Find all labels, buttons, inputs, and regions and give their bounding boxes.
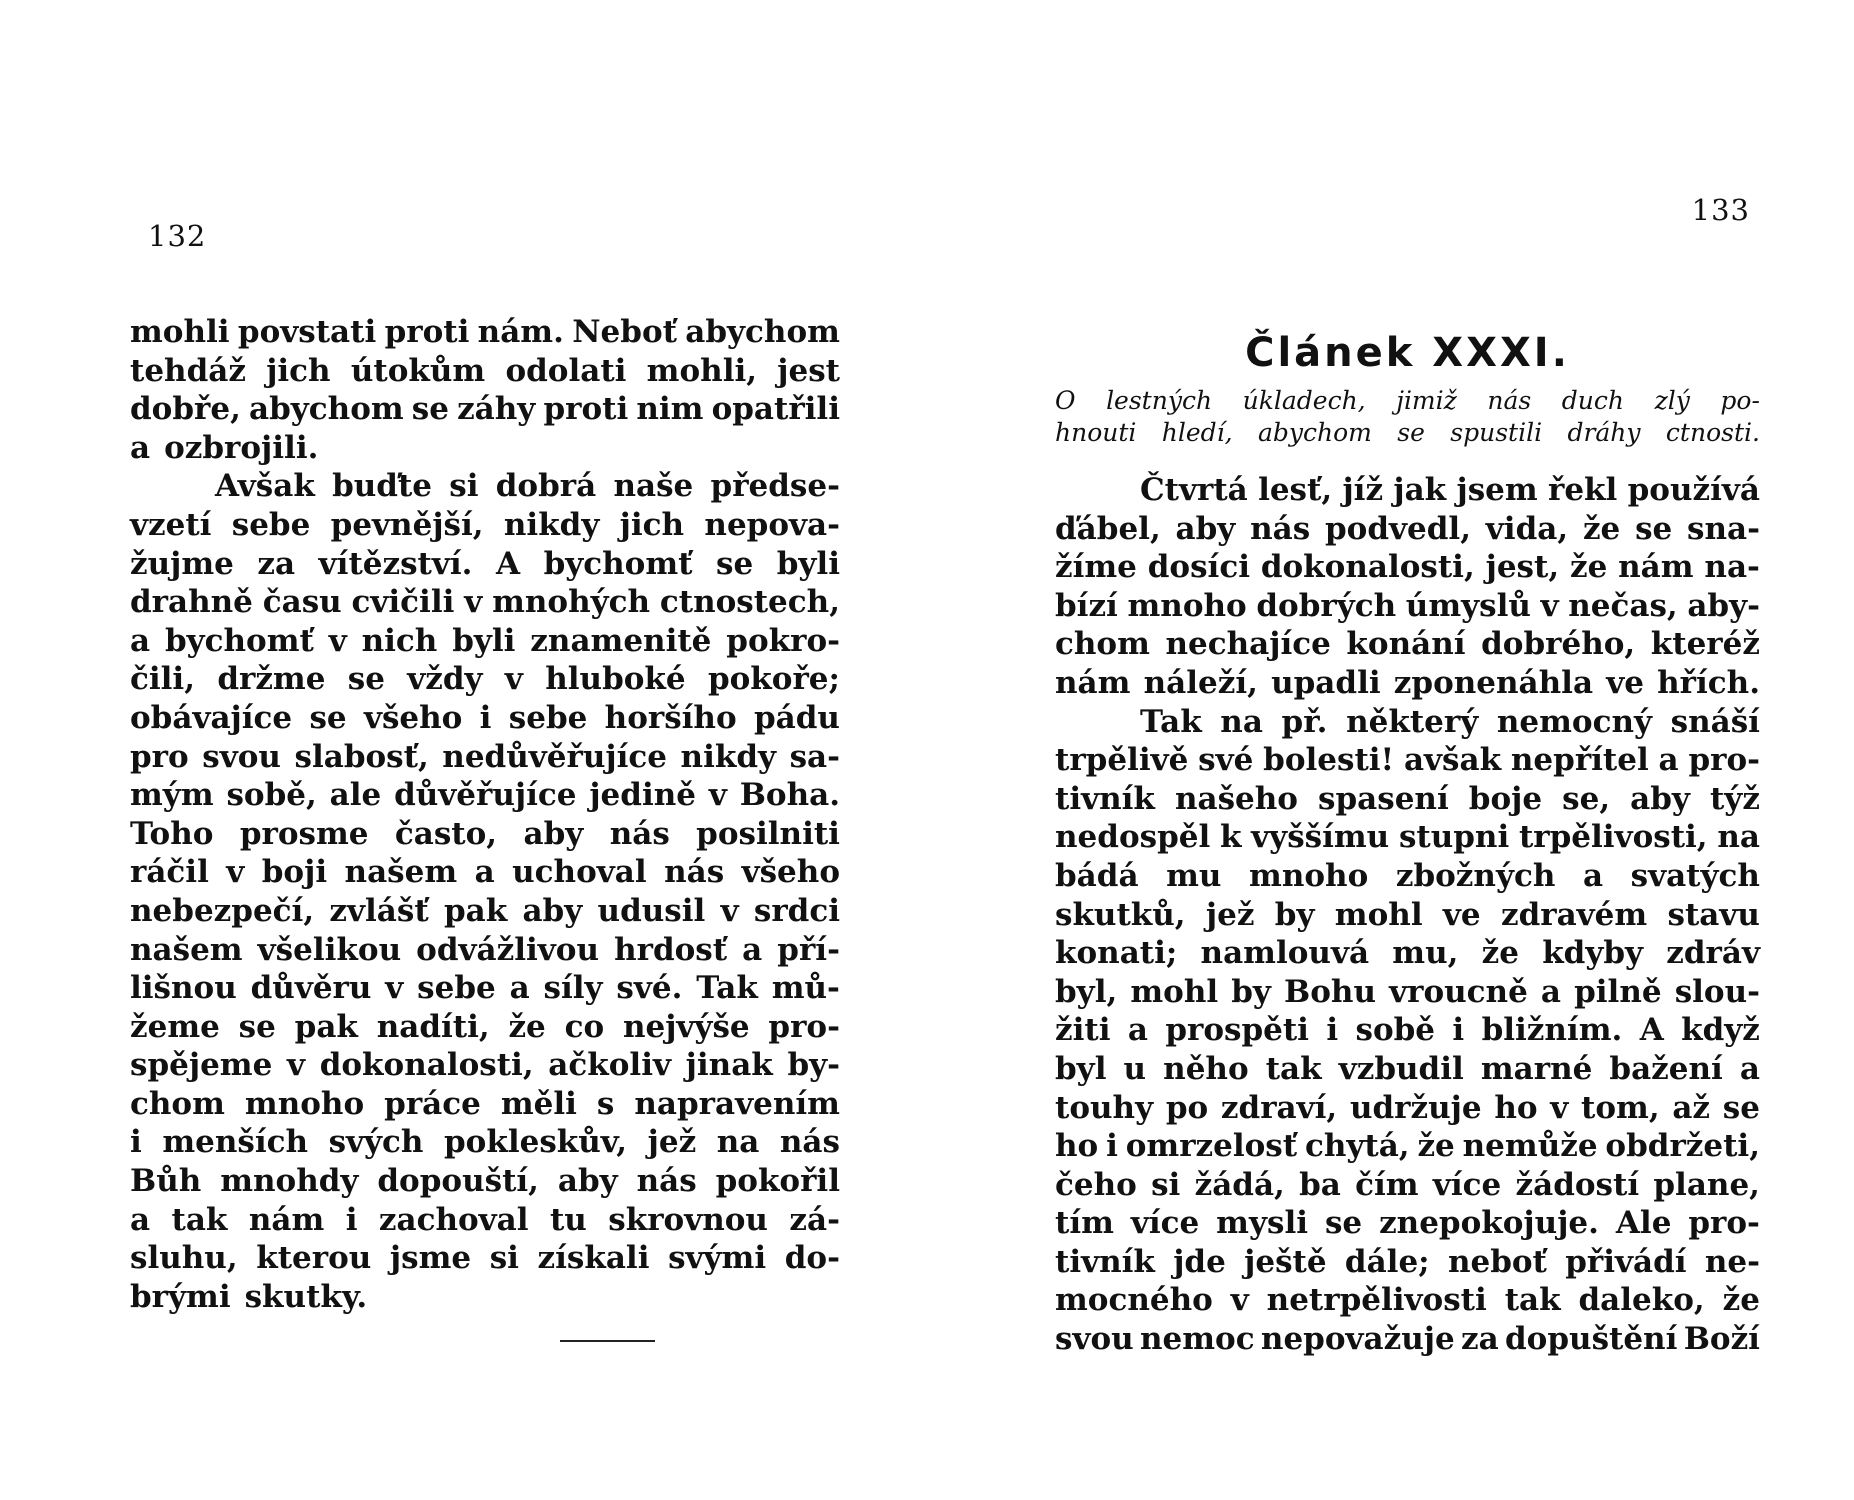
text-line: i menších svých pokleskův, jež na nás [130, 1124, 840, 1161]
text-line: pro svou slabosť, nedůvěřujíce nikdy sa- [130, 738, 840, 775]
text-line: byl u něho tak vzbudil marné bažení a [1055, 1050, 1760, 1087]
text-line: tivník jde ještě dále; neboť přivádí ne- [1055, 1243, 1760, 1280]
text-line: žeme se pak nadíti, že co nejvýše pro- [130, 1008, 840, 1045]
left-page [130, 0, 840, 1500]
text-line: skutků, jež by mohl ve zdravém stavu [1055, 896, 1760, 933]
page-number: 132 [148, 219, 207, 253]
text-line: mým sobě, ale důvěřujíce jedině v Boha. [130, 777, 840, 814]
chapter-subtitle [1055, 385, 1760, 449]
text-line: brými skutky. [130, 1278, 368, 1315]
text-line: lišnou důvěru v sebe a síly své. Tak mů- [130, 970, 840, 1007]
text-line: chom nechajíce konání dobrého, kteréž [1055, 626, 1760, 663]
text-line: bádá mu mnoho zbožných a svatých [1055, 857, 1760, 894]
text-line: byl, mohl by Bohu vroucně a pilně slou- [1055, 973, 1760, 1010]
text-line: konati; namlouvá mu, že kdyby zdráv [1055, 935, 1760, 972]
text-line: dobře, abychom se záhy proti nim opatřili [130, 391, 840, 428]
text-line: touhy po zdraví, udržuje ho v tom, až se [1055, 1089, 1760, 1126]
text-line: Avšak buďte si dobrá naše předse- [215, 468, 840, 505]
text-line: tím více mysli se znepokojuje. Ale pro- [1055, 1205, 1760, 1242]
page-body-text [130, 313, 840, 1316]
text-line: spějeme v dokonalosti, ačkoliv jinak by- [130, 1047, 840, 1084]
text-line: Tak na př. některý nemocný snáší [1140, 703, 1760, 740]
text-line: nám náleží, upadli zponenáhla ve hřích. [1055, 664, 1760, 701]
text-line: Čtvrtá lesť, jíž jak jsem řekl používá [1140, 472, 1760, 508]
text-line: a ozbrojili. [130, 429, 319, 466]
text-line: Toho prosme často, aby nás posilniti [130, 815, 840, 852]
text-line: ráčil v boji našem a uchoval nás všeho [130, 854, 840, 891]
text-line: nebezpečí, zvlášť pak aby udusil v srdci [130, 892, 840, 929]
text-line: ho i omrzelosť chytá, že nemůže obdržeti, [1055, 1128, 1760, 1165]
text-line: čili, držme se vždy v hluboké pokoře; [130, 661, 840, 698]
text-line: sluhu, kterou jsme si získali svými do- [130, 1240, 840, 1277]
text-line: svou nemoc nepovažuje za dopuštění Boží [1055, 1321, 1760, 1358]
page-body-text [1055, 471, 1760, 1359]
text-line: obávajíce se všeho i sebe horšího pádu [130, 699, 840, 736]
text-line: a bychomť v nich byli znamenitě pokro- [130, 622, 840, 659]
text-line: chom mnoho práce měli s napravením [130, 1085, 840, 1122]
text-line: vzetí sebe pevnější, nikdy jich nepova- [130, 506, 840, 543]
text-line: a tak nám i zachoval tu skrovnou zá- [130, 1201, 840, 1238]
text-line: čeho si žádá, ba čím více žádostí plane, [1055, 1166, 1760, 1203]
text-line: žiti a prospěti i sobě i bližním. A když [1055, 1012, 1760, 1049]
text-line: hnouti hledí, abychom se spustili dráhy ctnosti. [1055, 418, 1760, 447]
text-line: O lestných úkladech, jimiž nás duch zlý po- [1055, 386, 1760, 415]
text-line: ďábel, aby nás podvedl, vida, že se sna- [1055, 510, 1760, 547]
text-line: mohli povstati proti nám. Neboť abychom [130, 314, 840, 350]
right-page [1055, 0, 1760, 1500]
chapter-title: Článek XXXI. [1245, 330, 1570, 376]
text-line: mocného v netrpělivosti tak daleko, že [1055, 1282, 1760, 1319]
text-line: tehdáž jich útokům odolati mohli, jest [130, 352, 840, 389]
text-line: žujme za vítězství. A bychomť se byli [130, 545, 840, 582]
text-line: tivník našeho spasení boje se, aby týž [1055, 780, 1760, 817]
text-line: drahně času cvičili v mnohých ctnostech, [130, 584, 840, 621]
section-end-rule [560, 1340, 655, 1342]
page-number: 133 [1691, 193, 1750, 227]
text-line: trpělivě své bolesti! avšak nepřítel a pro- [1055, 742, 1760, 779]
text-line: našem všelikou odvážlivou hrdosť a pří- [130, 931, 840, 968]
text-line: Bůh mnohdy dopouští, aby nás pokořil [130, 1163, 840, 1200]
text-line: žíme dosíci dokonalosti, jest, že nám na- [1055, 549, 1760, 586]
text-line: nedospěl k vyššímu stupni trpělivosti, na [1055, 819, 1760, 856]
text-line: bízí mnoho dobrých úmyslů v nečas, aby- [1055, 587, 1760, 624]
